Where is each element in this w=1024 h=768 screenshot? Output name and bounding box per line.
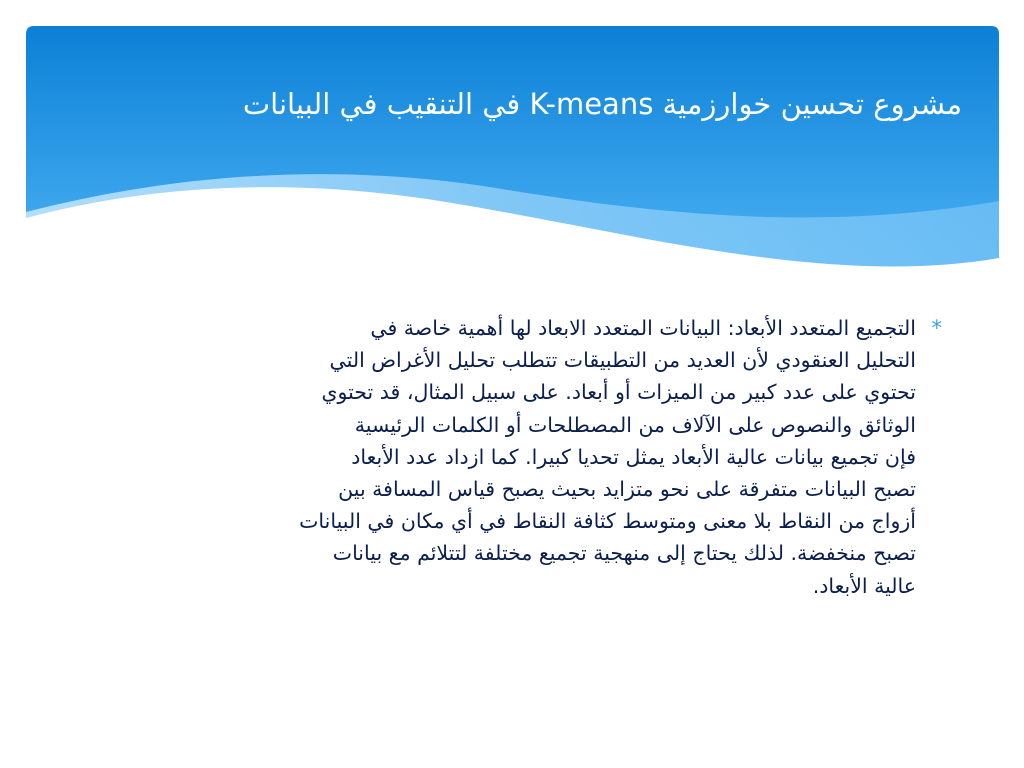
bullet-line: عالية الأبعاد. bbox=[812, 573, 916, 598]
bullet-line: التحليل العنقودي لأن العديد من التطبيقات تتطلب تحليل الأغراض التي bbox=[329, 348, 916, 373]
bullet-text bbox=[126, 312, 916, 602]
bullet-line: الوثائق والنصوص على الآلاف من المصطلحات أو الكلمات الرئيسية bbox=[354, 412, 916, 437]
bullet-asterisk-icon: * bbox=[931, 316, 942, 340]
bullet-line: تحتوي على عدد كبير من الميزات أو أبعاد. على سبيل المثال، قد تحتوي bbox=[321, 380, 916, 405]
bullet-line: تصبح البيانات متفرقة على نحو متزايد بحيث يصبح قياس المسافة بين bbox=[338, 477, 916, 502]
bullet-line: تصبح منخفضة. لذلك يحتاج إلى منهجية تجميع مختلفة لتتلائم مع بيانات bbox=[332, 541, 916, 566]
bullet-item bbox=[126, 312, 942, 602]
wave-decoration bbox=[26, 26, 999, 296]
header-banner bbox=[26, 26, 999, 296]
bullet-line: التجميع المتعدد الأبعاد: البيانات المتعدد الابعاد لها أهمية خاصة في bbox=[370, 316, 916, 340]
slide-body bbox=[126, 312, 942, 602]
slide-title: مشروع تحسين خوارزمية K-means في التنقيب في البيانات bbox=[242, 87, 962, 121]
bullet-line: فإن تجميع بيانات عالية الأبعاد يمثل تحديا كبيرا. كما ازداد عدد الأبعاد bbox=[351, 444, 916, 469]
bullet-line: أزواج من النقاط بلا معنى ومتوسط كثافة النقاط في أي مكان في البيانات bbox=[299, 509, 916, 534]
